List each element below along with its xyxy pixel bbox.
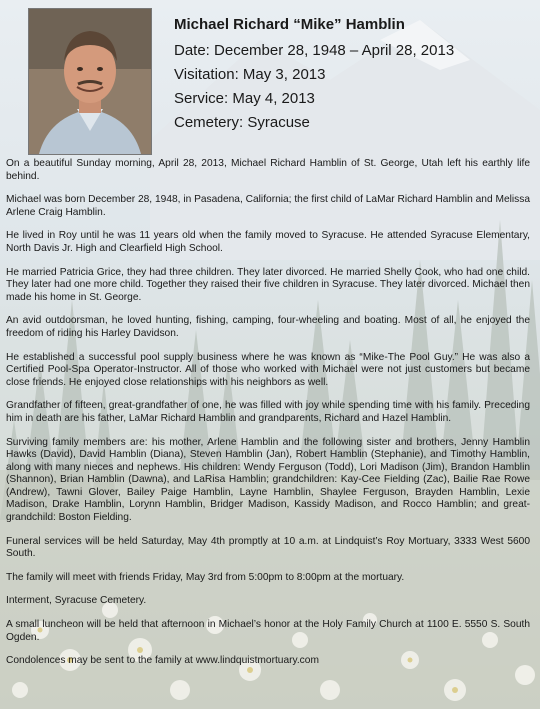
paragraph-condolences: Condolences may be sent to the family at www.lindquistmortuary.com bbox=[6, 655, 319, 667]
paragraph-funeral: Funeral services will be held Saturday, May 4th promptly at 10 a.m. at Lindquist’s Roy Mortuary, 3333 West 5600 South. bbox=[6, 535, 530, 560]
paragraph-childhood: He lived in Roy until he was 11 years old when the family moved to Syracuse. He attended Syracuse Elementary, North Davis Jr. High and Clearfield High School. bbox=[6, 230, 530, 254]
visitation-date: Visitation: May 3, 2013 bbox=[174, 66, 326, 83]
portrait-image bbox=[29, 9, 151, 154]
obituary-body bbox=[6, 158, 530, 668]
cemetery-name: Cemetery: Syracuse bbox=[174, 114, 310, 131]
paragraph-birth: Michael was born December 28, 1948, in Pasadena, California; the first child of LaMar Richard Hamblin and Melissa Arlene Craig Hamblin. bbox=[6, 194, 530, 218]
paragraph-viewing: The family will meet with friends Friday, May 3rd from 5:00pm to 8:00pm at the mortuary. bbox=[6, 571, 405, 583]
paragraph-marriage: He married Patricia Grice, they had three children. They later divorced. He married Shelly Cook, who had one child. They later had one more child. Together they raised their five children in Syracuse. They later divorced. Michael then made his home in St. George. bbox=[6, 266, 530, 303]
paragraph-luncheon: A small luncheon will be held that afternoon in Michael’s honor at the Holy Family Church at 1100 E. 5550 S. South Ogden. bbox=[6, 619, 530, 643]
service-date: Service: May 4, 2013 bbox=[174, 90, 315, 107]
paragraph-interment: Interment, Syracuse Cemetery. bbox=[6, 595, 147, 607]
obituary-header bbox=[174, 14, 534, 136]
paragraph-passing: On a beautiful Sunday morning, April 28, 2013, Michael Richard Hamblin of St. George, Utah left his earthly life behind. bbox=[6, 158, 530, 182]
life-dates: Date: December 28, 1948 – April 28, 2013 bbox=[174, 42, 455, 59]
portrait-photo bbox=[28, 8, 152, 155]
deceased-name: Michael Richard “Mike” Hamblin bbox=[174, 16, 405, 33]
paragraph-family: Grandfather of fifteen, great-grandfather of one, he was filled with joy while spending time with his family. Preceding him in death are his father, LaMar Richard Hamblin and grandparents, Richard and Hazel Hamblin. bbox=[6, 400, 530, 424]
paragraph-hobbies: An avid outdoorsman, he loved hunting, fishing, camping, four-wheeling and boating. Most of all, he enjoyed the freedom of riding his Harley Davidson. bbox=[6, 315, 530, 339]
paragraph-business: He established a successful pool supply business where he was known as “Mike-The Pool Guy.” He was also a Certified Pool-Spa Operator-Instructor. All of those who worked with Michael were not just customers but became close friends. He enjoyed close relationships with his neighbors as well. bbox=[6, 351, 530, 388]
paragraph-survivors: Surviving family members are: his mother, Arlene Hamblin and the following sister and brothers, Jenny Hamblin Hawks (David), David Hamblin (Diana), Steven Hamblin (Jan), Robert Hamblin (Stephanie), and Timothy Hamblin, along with many nieces and nephews. His children: Wendy Ferguson (Todd), Lori Madison (Jim), Brandon Hamblin (Shannon), Brian Hamblin (Dawna), and LaRisa Hamblin; grandchildren: Kay-Cee Fielding (Zac), Bailie Rae Rowe (Andrew), Tawni Glover, Bailey Paige Hamblin, Layne Hamblin, Shaylee Ferguson, Brayden Hamblin, Lexie Madison, Drake Hamblin, Lorynn Hamblin, Bridger Madison, Kassidy Madison, and Rocco Hamblin; and great-grandchild: Boston Fielding. bbox=[6, 436, 530, 524]
